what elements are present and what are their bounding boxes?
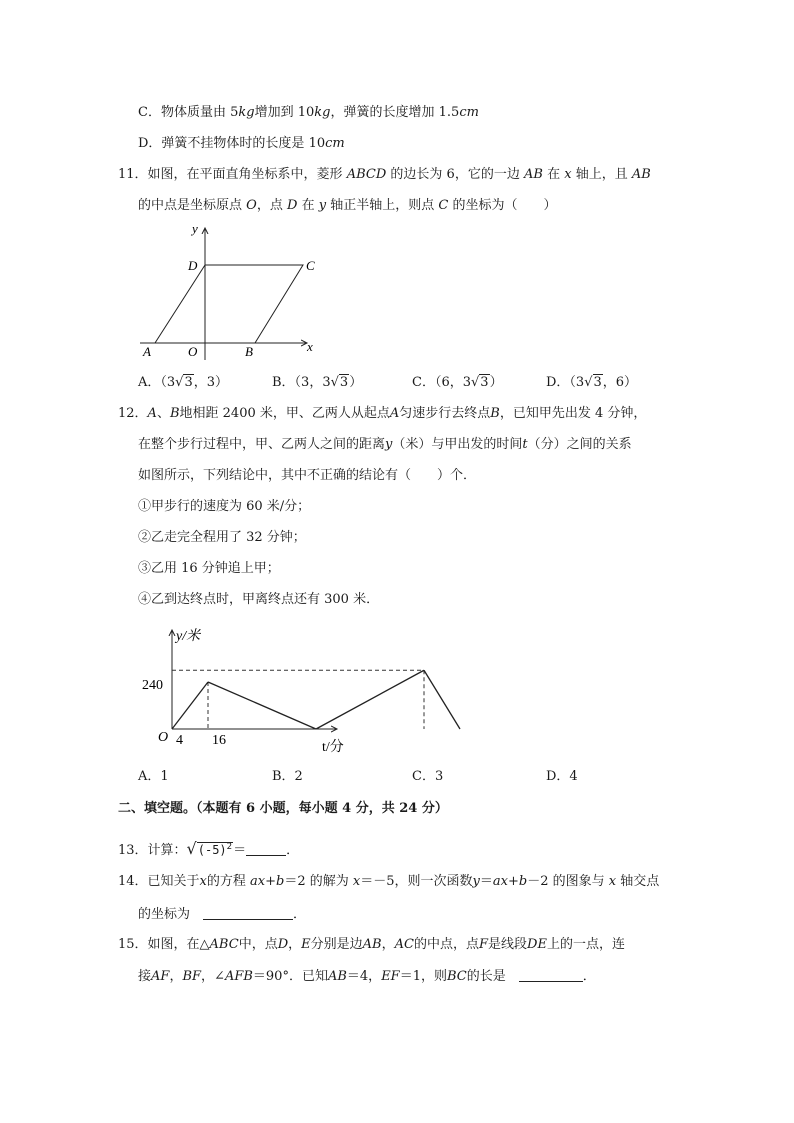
- q12-line2: 在整个步行过程中，甲、乙两人之间的距离y（米）与甲出发的时间t（分）之间的关系: [138, 437, 632, 452]
- q12-statement-1: ①甲步行的速度为 60 米/分；: [138, 499, 311, 514]
- q12-line3: 如图所示，下列结论中，其中不正确的结论有（ ）个．: [138, 468, 477, 483]
- sqrt-icon: √: [584, 375, 593, 390]
- q11-option-b: B．（3，3√3）: [272, 375, 363, 390]
- q11-label-b: B: [245, 344, 253, 359]
- q11-option-c: C．（6，3√3）: [412, 375, 503, 390]
- sqrt-icon: √: [175, 375, 184, 390]
- q11-label-x: x: [307, 339, 313, 354]
- q12-series-segment: [316, 670, 424, 729]
- q12-option-d: D．4: [546, 769, 578, 784]
- q15-line1: 15．如图，在△ABC中，点D，E分别是边AB，AC的中点，点F是线段DE上的一点，连: [118, 937, 625, 952]
- q11-line2: 的中点是坐标原点 O，点 D 在 y 轴正半轴上，则点 C 的坐标为（ ）: [138, 198, 557, 213]
- q14-line1: 14．已知关于x的方程 ax+b＝2 的解为 x＝－5，则一次函数y＝ax+b－2 的图象与 x 轴交点: [118, 874, 660, 889]
- q11-label-a: A: [143, 344, 151, 359]
- q10-option-c: C．物体质量由 5kg增加到 10kg，弹簧的长度增加 1.5cm: [138, 105, 479, 120]
- q11-label-d: D: [188, 258, 198, 273]
- q12-x-tick-4: 4: [176, 733, 183, 748]
- q12-series-segment: [424, 670, 460, 729]
- q12-option-c: C．3: [412, 769, 444, 784]
- q15-answer-blank[interactable]: [519, 967, 583, 982]
- q12-x-label: t/分: [322, 740, 344, 755]
- q11-label-o: O: [188, 344, 198, 359]
- q13-answer-blank[interactable]: [246, 841, 286, 856]
- q12-option-a: A．1: [138, 769, 169, 784]
- q12-series-segment: [208, 682, 316, 729]
- q12-statement-4: ④乙到达终点时，甲离终点还有 300 米．: [138, 592, 380, 607]
- q12-option-b: B．2: [272, 769, 303, 784]
- q12-origin-label: O: [158, 730, 169, 745]
- q12-series-segment: [172, 682, 208, 729]
- q14-line2: 的坐标为 ．: [138, 907, 307, 922]
- sqrt-icon: √: [471, 375, 480, 390]
- q12-y-tick-240: 240: [142, 678, 163, 693]
- section-heading: 二、填空题。（本题有 6 小题，每小题 4 分，共 24 分）: [118, 801, 448, 816]
- q12-statement-3: ③乙用 16 分钟追上甲；: [138, 561, 280, 576]
- q13: 13．计算：$√(-5)^2=$ ．: [118, 839, 300, 858]
- q11-line1: 11．如图，在平面直角坐标系中，菱形 ABCD 的边长为 6，它的一边 AB 在 x 轴上，且 AB: [118, 167, 651, 182]
- q12-line1: 12．A、B地相距 2400 米，甲、乙两人从起点A匀速步行去终点B，已知甲先出发 4 分钟，: [118, 406, 647, 421]
- q11-label-c: C: [306, 258, 315, 273]
- q12-statement-2: ②乙走完全程用了 32 分钟；: [138, 530, 306, 545]
- q11-option-a: A．（3√3，3）: [138, 375, 229, 390]
- q14-answer-blank[interactable]: [203, 905, 293, 920]
- q11-label-y: y: [192, 221, 198, 236]
- sqrt-icon: √: [186, 839, 197, 858]
- q12-x-tick-16: 16: [212, 733, 226, 748]
- q15-line2: 接AF，BF，∠AFB＝90°．已知AB＝4，EF＝1，则BC的长是 ．: [138, 969, 596, 984]
- q11-option-d: D．（3√3，6）: [546, 375, 638, 390]
- q12-y-label: y/米: [176, 629, 201, 644]
- sqrt-icon: √: [330, 375, 339, 390]
- q10-option-d: D．弹簧不挂物体时的长度是 10cm: [138, 136, 345, 151]
